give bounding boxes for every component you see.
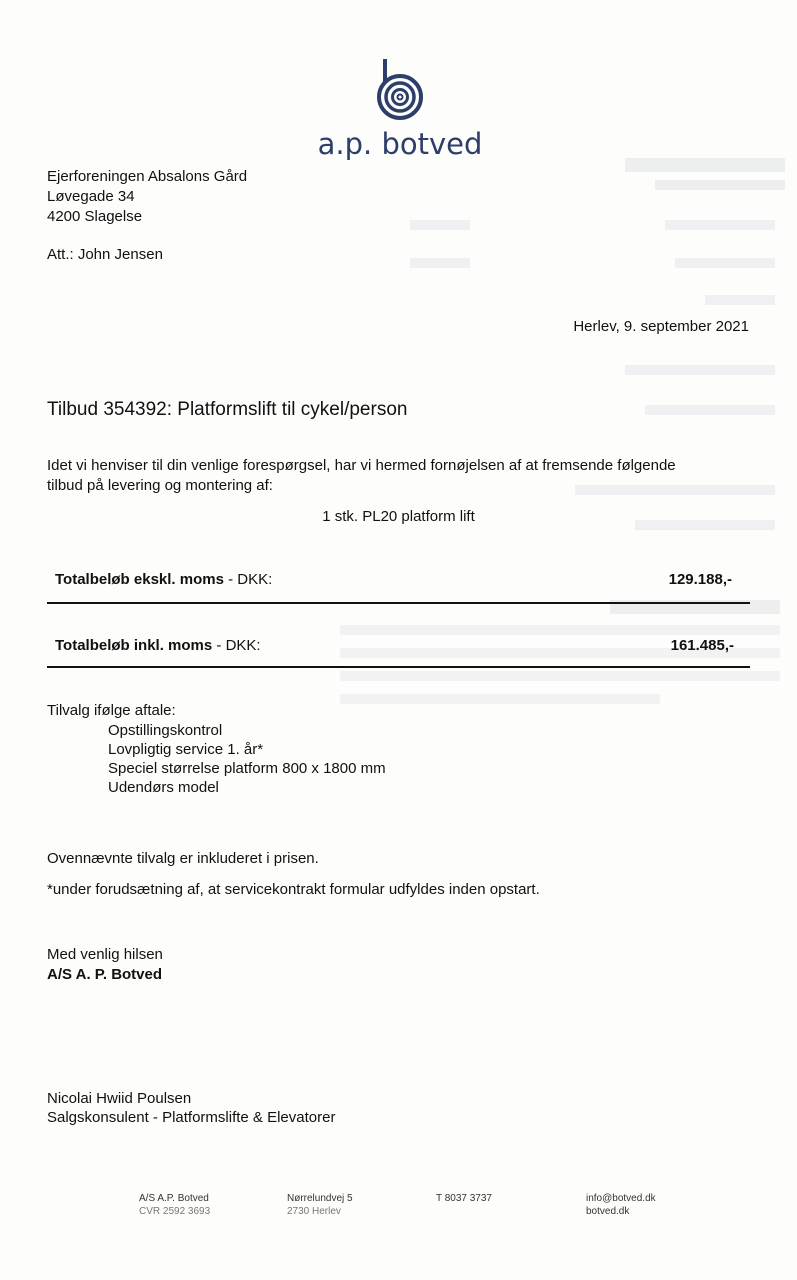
signer-name: Nicolai Hwiid Poulsen bbox=[47, 1090, 192, 1107]
footer-city: 2730 Herlev bbox=[287, 1206, 341, 1217]
recipient-name: Ejerforeningen Absalons Gård bbox=[47, 168, 248, 185]
closing-greeting: Med venlig hilsen bbox=[47, 946, 163, 963]
recipient-attention: Att.: John Jensen bbox=[47, 246, 163, 263]
total-incl-label-rest: - DKK: bbox=[212, 637, 261, 654]
footer-address-block bbox=[287, 1192, 353, 1218]
total-excl-label bbox=[55, 570, 272, 590]
option-item: Udendørs model bbox=[108, 779, 219, 796]
option-item: Speciel størrelse platform 800 x 1800 mm bbox=[108, 760, 386, 777]
closing-company: A/S A. P. Botved bbox=[47, 966, 163, 983]
signer-role: Salgskonsulent - Platformslifte & Elevatorer bbox=[47, 1109, 336, 1126]
company-logo bbox=[315, 55, 485, 165]
logo-wordmark: a.p. botved bbox=[317, 127, 483, 161]
divider-line bbox=[47, 666, 750, 668]
intro-line-2: tilbud på levering og montering af: bbox=[47, 477, 273, 494]
total-excl-amount: 129.188,- bbox=[668, 571, 732, 588]
total-excl-label-rest: - DKK: bbox=[223, 571, 273, 588]
option-item: Opstillingskontrol bbox=[108, 722, 223, 739]
footer-phone: T 8037 3737 bbox=[436, 1193, 492, 1204]
service-contract-note: *under forudsætning af, at servicekontrakt formular udfyldes inden opstart. bbox=[47, 881, 540, 898]
footer-website[interactable]: botved.dk bbox=[586, 1206, 630, 1217]
footer-email[interactable]: info@botved.dk bbox=[586, 1193, 656, 1204]
offer-title: Tilbud 354392: Platformslift til cykel/person bbox=[47, 399, 408, 420]
total-incl-label bbox=[55, 636, 261, 656]
footer-phone-block bbox=[436, 1192, 492, 1205]
total-incl-label-bold: Totalbeløb inkl. moms bbox=[55, 637, 213, 654]
options-included-note: Ovennævnte tilvalg er inkluderet i prisen. bbox=[47, 850, 319, 867]
option-item: Lovpligtig service 1. år* bbox=[108, 741, 264, 758]
options-heading: Tilvalg ifølge aftale: bbox=[47, 702, 176, 719]
botved-spiral-icon bbox=[315, 55, 485, 127]
footer-company-block bbox=[139, 1192, 210, 1218]
letter-date: Herlev, 9. september 2021 bbox=[573, 318, 749, 335]
intro-line-1: Idet vi henviser til din venlige forespørgsel, har vi hermed fornøjelsen af at fremsende følgende bbox=[47, 457, 676, 474]
total-excl-label-bold: Totalbeløb ekskl. moms bbox=[55, 571, 224, 588]
offer-item: 1 stk. PL20 platform lift bbox=[322, 508, 475, 525]
divider-line bbox=[47, 602, 750, 604]
footer-cvr: CVR 2592 3693 bbox=[139, 1206, 211, 1217]
recipient-street: Løvegade 34 bbox=[47, 188, 135, 205]
footer-street: Nørrelundvej 5 bbox=[287, 1193, 353, 1204]
total-incl-amount: 161.485,- bbox=[670, 637, 734, 654]
footer-company: A/S A.P. Botved bbox=[139, 1193, 209, 1204]
footer-contact-block bbox=[586, 1192, 656, 1218]
recipient-city: 4200 Slagelse bbox=[47, 208, 143, 225]
